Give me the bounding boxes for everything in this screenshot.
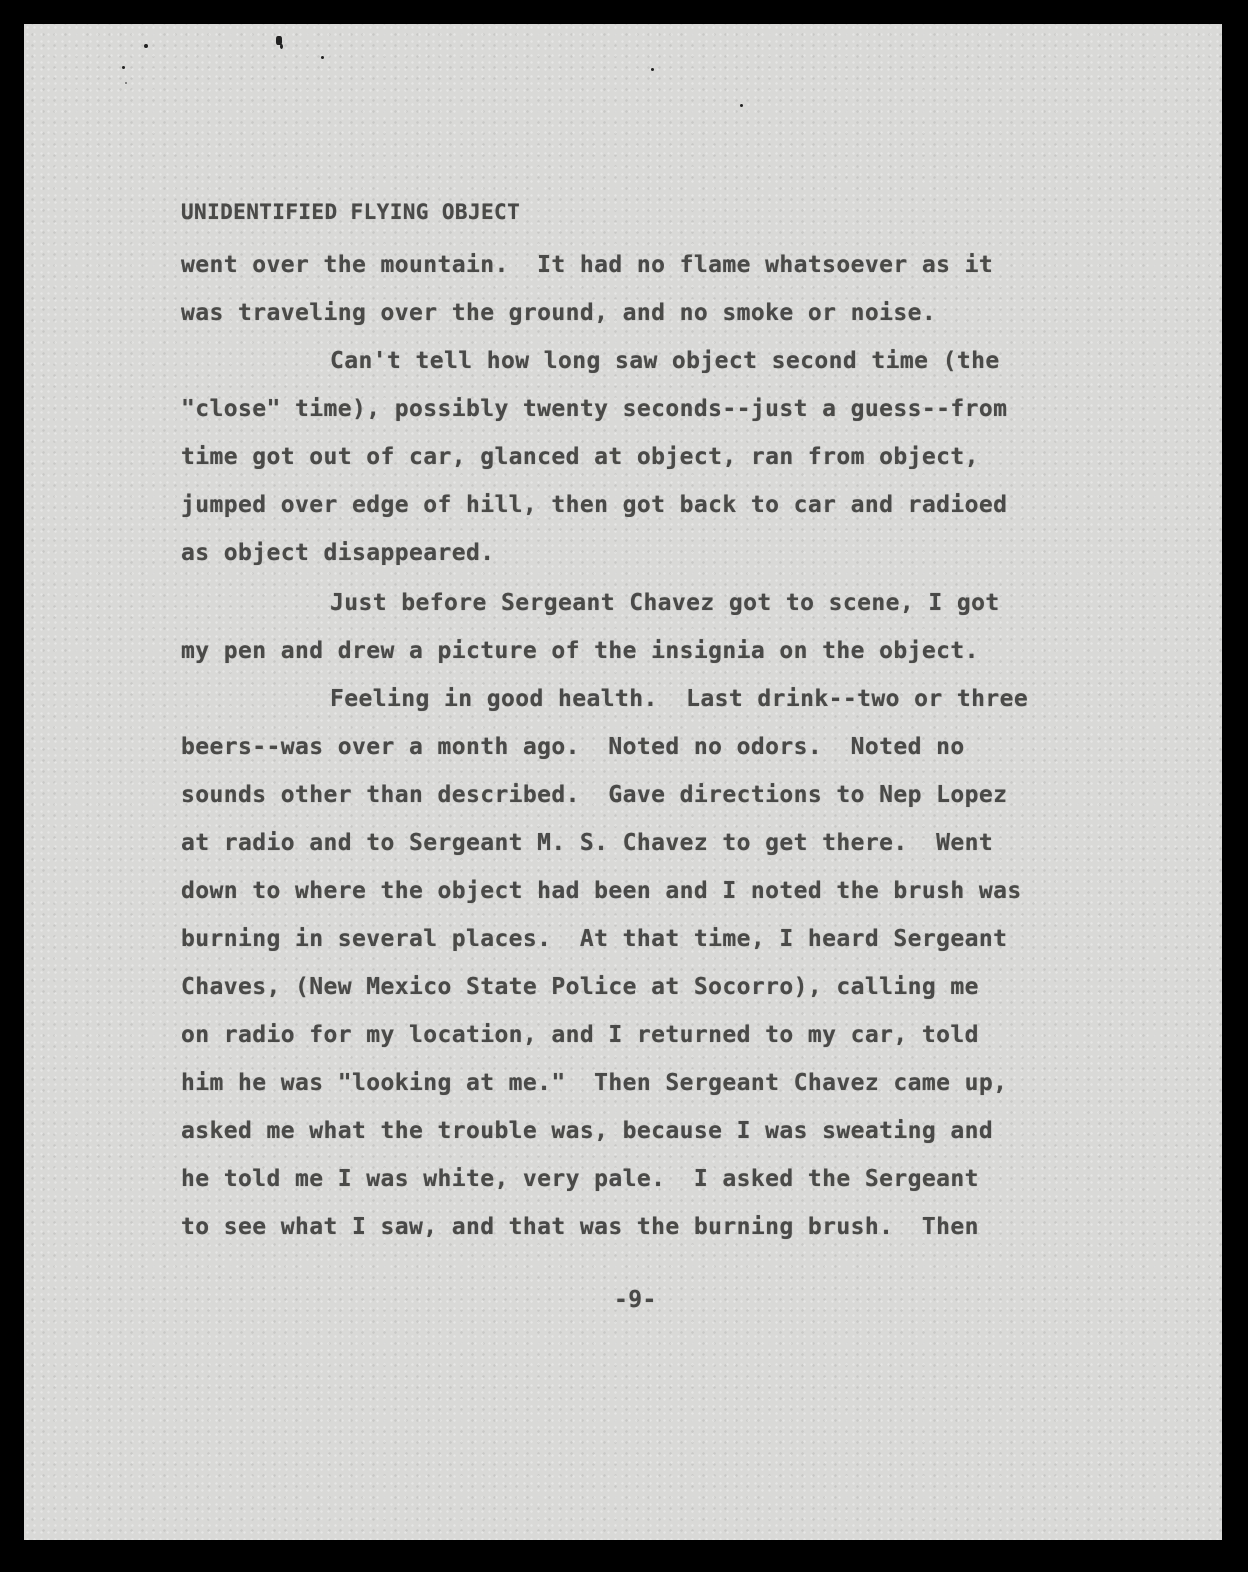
- text-line: time got out of car, glanced at object, ran from object,: [181, 444, 979, 470]
- text-line: beers--was over a month ago. Noted no odors. Noted no: [181, 734, 965, 760]
- text-line: burning in several places. At that time, I heard Sergeant: [181, 926, 1008, 952]
- text-line: at radio and to Sergeant M. S. Chavez to get there. Went: [181, 830, 994, 856]
- text-line: was traveling over the ground, and no smoke or noise.: [181, 300, 937, 326]
- text-line: on radio for my location, and I returned to my car, told: [181, 1022, 979, 1048]
- text-line: "close" time), possibly twenty seconds--just a guess--from: [181, 396, 1008, 422]
- text-line: asked me what the trouble was, because I was sweating and: [181, 1118, 994, 1144]
- document-page: [24, 24, 1222, 1540]
- scan-speck: [280, 44, 283, 49]
- text-line: my pen and drew a picture of the insignia on the object.: [181, 638, 979, 664]
- text-line: Can't tell how long saw object second time (the: [330, 348, 1000, 374]
- text-line: as object disappeared.: [181, 540, 495, 566]
- text-line: sounds other than described. Gave directions to Nep Lopez: [181, 782, 1008, 808]
- text-line: he told me I was white, very pale. I asked the Sergeant: [181, 1166, 979, 1192]
- scan-speck: [125, 82, 127, 84]
- text-line: jumped over edge of hill, then got back to car and radioed: [181, 492, 1008, 518]
- text-line: him he was "looking at me." Then Sergeant Chavez came up,: [181, 1070, 1008, 1096]
- scan-speck: [740, 104, 743, 107]
- page-number: -9-: [614, 1287, 657, 1313]
- scan-speck: [321, 56, 324, 59]
- text-line: Feeling in good health. Last drink--two or three: [330, 686, 1029, 712]
- scan-speck: [144, 44, 148, 48]
- scan-speck: [651, 68, 654, 71]
- text-line: Just before Sergeant Chavez got to scene, I got: [330, 590, 1000, 616]
- text-line: down to where the object had been and I noted the brush was: [181, 878, 1022, 904]
- text-line: to see what I saw, and that was the burning brush. Then: [181, 1214, 979, 1240]
- document-heading: UNIDENTIFIED FLYING OBJECT: [181, 200, 521, 224]
- scan-speck: [122, 66, 125, 69]
- text-line: Chaves, (New Mexico State Police at Socorro), calling me: [181, 974, 979, 1000]
- text-line: went over the mountain. It had no flame whatsoever as it: [181, 252, 994, 278]
